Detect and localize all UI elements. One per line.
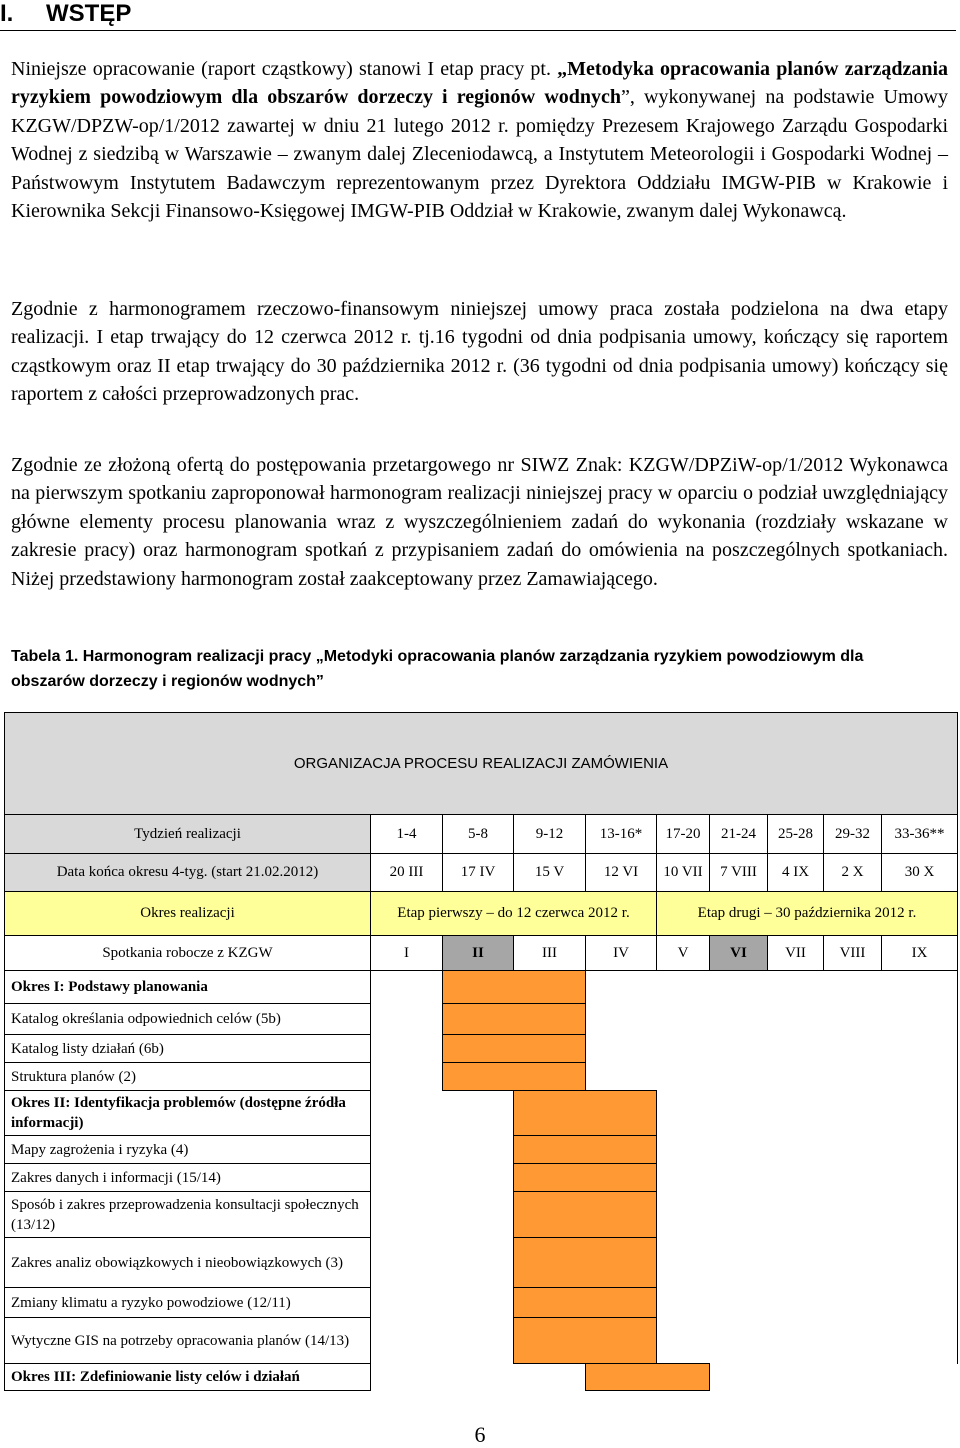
page-number: 6	[474, 1422, 486, 1447]
task-label: Okres III: Zdefiniowanie listy celów i działań	[5, 1364, 371, 1391]
meeting-cell: I	[371, 936, 443, 971]
task-label: Zakres analiz obowiązkowych i nieobowiązkowych (3)	[5, 1238, 371, 1288]
work-title: „Metodyka opracowania planów zarządzania ryzykiem powodziowym dla obszarów dorzeczy i regionów wodnych	[11, 58, 948, 109]
date-cell: 12 VI	[586, 854, 657, 892]
date-cell: 30 X	[882, 854, 958, 892]
schedule-bar	[443, 971, 586, 1004]
task-label: Struktura planów (2)	[5, 1063, 371, 1091]
task-row	[5, 1318, 958, 1364]
schedule-bar	[586, 1364, 710, 1391]
meeting-cell: IV	[586, 936, 657, 971]
period-label: Okres realizacji	[5, 892, 371, 936]
schedule-bar	[443, 1063, 586, 1091]
stage-one: Etap pierwszy – do 12 czerwca 2012 r.	[371, 892, 657, 936]
meetings-label: Spotkania robocze z KZGW	[5, 936, 371, 971]
schedule-bar	[443, 1035, 586, 1063]
date-cell: 20 III	[371, 854, 443, 892]
org-header: ORGANIZACJA PROCESU REALIZACJI ZAMÓWIENIA	[5, 713, 958, 815]
period-row	[5, 892, 958, 936]
week-cell: 13-16*	[586, 815, 657, 854]
schedule-bar	[514, 1238, 657, 1288]
week-cell: 29-32	[824, 815, 882, 854]
task-row	[5, 971, 958, 1004]
paragraph-offer: Zgodnie ze złożoną ofertą do postępowania przetargowego nr SIWZ Znak: KZGW/DPZiW-op/1/2012 Wykonawca na pierwszym spotkaniu zaproponował harmonogram realizacji niniejszej pracy w oparciu o podział uwzględniający główne elementy procesu planowania wraz z wyszczególnieniem zadań do wykonania (rozdziały wskazane w zakresie pracy) oraz harmonogram spotkań z przypisaniem zadań do omówienia na poszczególnych spotkaniach. Niżej przedstawiony harmonogram został zaakceptowany przez Zamawiającego.	[11, 454, 948, 590]
task-row	[5, 1091, 958, 1136]
week-cell: 25-28	[768, 815, 824, 854]
task-row	[5, 1136, 958, 1164]
paragraph-intro	[11, 55, 948, 225]
weeks-label: Tydzień realizacji	[5, 815, 371, 854]
week-cell: 17-20	[657, 815, 710, 854]
task-label: Katalog listy działań (6b)	[5, 1035, 371, 1063]
schedule-bar	[514, 1136, 657, 1164]
task-label: Zmiany klimatu a ryzyko powodziowe (12/11)	[5, 1288, 371, 1318]
task-label: Mapy zagrożenia i ryzyka (4)	[5, 1136, 371, 1164]
week-cell: 1-4	[371, 815, 443, 854]
meeting-cell-highlighted: VI	[710, 936, 768, 971]
org-header-row	[5, 713, 958, 815]
task-row	[5, 1288, 958, 1318]
intro-text-end: ”, wykonywanej na podstawie Umowy KZGW/DPZW-op/1/2012 zawartej w dniu 21 lutego 2012 r. pomiędzy Prezesem Krajowego Zarządu Gospodarki Wodnej z siedzibą w Warszawie – zwanym dalej Zleceniodawcą, a Instytutem Meteorologii i Gospodarki Wodnej – Państwowym Instytutem Badawczym reprezentowanym przez Dyrektora Oddziału IMGW-PIB w Krakowie i Kierownika Sekcji Finansowo-Księgowej IMGW-PIB Oddział w Krakowie, zwanym dalej Wykonawcą.	[11, 86, 948, 223]
section-title: WSTĘP	[46, 0, 132, 27]
task-row	[5, 1164, 958, 1192]
date-cell: 4 IX	[768, 854, 824, 892]
schedule-bar	[514, 1318, 657, 1364]
dates-label: Data końca okresu 4-tyg. (start 21.02.2012)	[5, 854, 371, 892]
meeting-cell-highlighted: II	[443, 936, 514, 971]
date-cell: 10 VII	[657, 854, 710, 892]
date-cell: 15 V	[514, 854, 586, 892]
week-cell: 9-12	[514, 815, 586, 854]
intro-text-start: Niniejsze opracowanie (raport cząstkowy) stanowi I etap pracy pt.	[11, 58, 558, 80]
schedule-bar	[514, 1192, 657, 1238]
task-label: Sposób i zakres przeprowadzenia konsultacji społecznych (13/12)	[5, 1192, 371, 1238]
task-row	[5, 1035, 958, 1063]
task-row	[5, 1063, 958, 1091]
section-number: I.	[0, 0, 14, 27]
task-row	[5, 1238, 958, 1288]
weeks-row	[5, 815, 958, 854]
task-label: Katalog określania odpowiednich celów (5b)	[5, 1004, 371, 1035]
stage-two: Etap drugi – 30 października 2012 r.	[657, 892, 958, 936]
schedule-bar	[514, 1164, 657, 1192]
meeting-cell: V	[657, 936, 710, 971]
task-label: Wytyczne GIS na potrzeby opracowania planów (14/13)	[5, 1318, 371, 1364]
schedule-bar	[514, 1091, 657, 1136]
task-row	[5, 1004, 958, 1035]
meeting-cell: VII	[768, 936, 824, 971]
paragraph-schedule: Zgodnie z harmonogramem rzeczowo-finansowym niniejszej umowy praca została podzielona na dwa etapy realizacji. I etap trwający do 12 czerwca 2012 r. tj.16 tygodni od dnia podpisania umowy, kończący się raportem cząstkowym oraz II etap trwający do 30 października 2012 r. (36 tygodni od dnia podpisania umowy) kończący się raportem z całości przeprowadzonych prac.	[11, 298, 948, 406]
schedule-table	[4, 712, 958, 1391]
date-cell: 17 IV	[443, 854, 514, 892]
task-label: Okres I: Podstawy planowania	[5, 971, 371, 1004]
schedule-bar	[514, 1288, 657, 1318]
week-cell: 21-24	[710, 815, 768, 854]
task-row	[5, 1364, 958, 1391]
schedule-bar	[443, 1004, 586, 1035]
meetings-row	[5, 936, 958, 971]
task-label: Okres II: Identyfikacja problemów (dostępne źródła informacji)	[5, 1091, 371, 1136]
dates-row	[5, 854, 958, 892]
date-cell: 2 X	[824, 854, 882, 892]
week-cell: 33-36**	[882, 815, 958, 854]
week-cell: 5-8	[443, 815, 514, 854]
meeting-cell: III	[514, 936, 586, 971]
date-cell: 7 VIII	[710, 854, 768, 892]
task-row	[5, 1192, 958, 1238]
table-caption: Tabela 1. Harmonogram realizacji pracy „Metodyki opracowania planów zarządzania ryzykiem powodziowym dla obszarów dorzeczy i regionów wodnych”	[11, 648, 864, 690]
meeting-cell: IX	[882, 936, 958, 971]
meeting-cell: VIII	[824, 936, 882, 971]
task-label: Zakres danych i informacji (15/14)	[5, 1164, 371, 1192]
section-heading	[0, 0, 956, 31]
